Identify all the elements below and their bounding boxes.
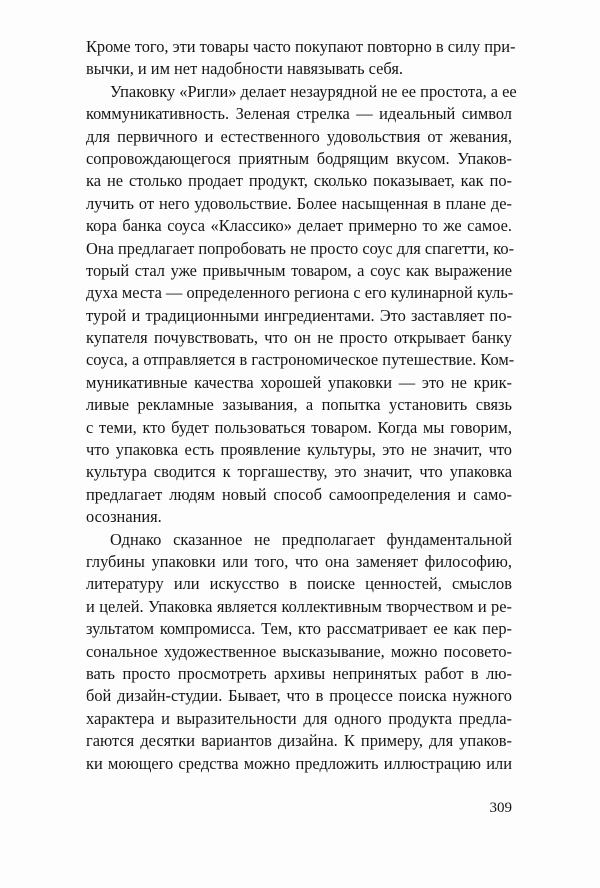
text-line: кора банка соуса «Классико» делает примерно то же самое.	[86, 216, 512, 236]
text-line: ливые рекламные зазывания, а попытка установить связь	[86, 395, 512, 415]
text-line: духа места — определенного региона с его кулинарной куль-	[86, 283, 514, 303]
page-number: 309	[489, 800, 512, 816]
text-line: лучить от него удовольствие. Более насыщенная в плане де-	[86, 193, 512, 213]
paragraph	[86, 81, 517, 529]
text-line: вычки, и им нет надобности навязывать себя.	[86, 59, 403, 79]
text-line: купателя почувствовать, что он не просто открывает банку	[86, 328, 512, 348]
text-line: сопровождающегося приятным бодрящим вкусом. Упаков-	[86, 148, 512, 168]
text-line: литературу или искусство в поиске ценностей, смыслов	[86, 574, 512, 594]
text-line: осознания.	[86, 507, 162, 527]
text-line: Однако сказанное не предполагает фундаментальной	[110, 529, 512, 549]
text-line: турой и традиционными ингредиентами. Это заставляет по-	[86, 305, 512, 325]
text-line: характера и выразительности для одного продукта предла-	[86, 708, 512, 728]
body-text	[86, 36, 517, 775]
text-line: Она предлагает попробовать не просто соус для спагетти, ко-	[86, 238, 515, 258]
text-line: ка не столько продает продукт, сколько показывает, как по-	[86, 171, 512, 191]
text-line: муникативные качества хорошей упаковки — это не крик-	[86, 372, 512, 392]
text-line: торый стал уже привычным товаром, а соус как выражение	[86, 260, 512, 280]
text-line: культура сводится к торгашеству, это значит, что упаковка	[86, 462, 512, 482]
text-line: соуса, а отправляется в гастрономическое путешествие. Ком-	[86, 350, 515, 370]
text-line: с теми, кто будет пользоваться товаром. Когда мы говорим,	[86, 417, 512, 437]
text-line: сональное художественное высказывание, можно посовето-	[86, 641, 512, 661]
text-line: Кроме того, эти товары часто покупают повторно в силу при-	[86, 37, 516, 56]
text-line: что упаковка есть проявление культуры, это не значит, что	[86, 440, 512, 460]
text-line: для первичного и естественного удовольствия от жевания,	[86, 126, 512, 146]
text-line: бой дизайн-студии. Бывает, что в процессе поиска нужного	[86, 686, 512, 706]
text-line: предлагает людям новый способ самоопределения и само-	[86, 484, 512, 504]
text-line: зультатом компромисса. Тем, кто рассматривает ее как пер-	[86, 619, 512, 639]
text-line: коммуникативность. Зеленая стрелка — идеальный символ	[86, 104, 512, 124]
text-line: глубины упаковки или того, что она заменяет философию,	[86, 551, 512, 571]
text-line: и целей. Упаковка является коллективным творчеством и ре-	[86, 596, 512, 616]
text-line: ки моющего средства можно предложить иллюстрацию или	[86, 753, 512, 773]
paragraph	[86, 36, 516, 81]
text-line: Упаковку «Ригли» делает незаурядной не ее простота, а ее	[110, 81, 517, 101]
text-line: вать просто просмотреть архивы непринятых работ в лю-	[86, 663, 512, 683]
paragraph	[86, 529, 512, 775]
text-line: гаются десятки вариантов дизайна. К примеру, для упаков-	[86, 731, 512, 751]
